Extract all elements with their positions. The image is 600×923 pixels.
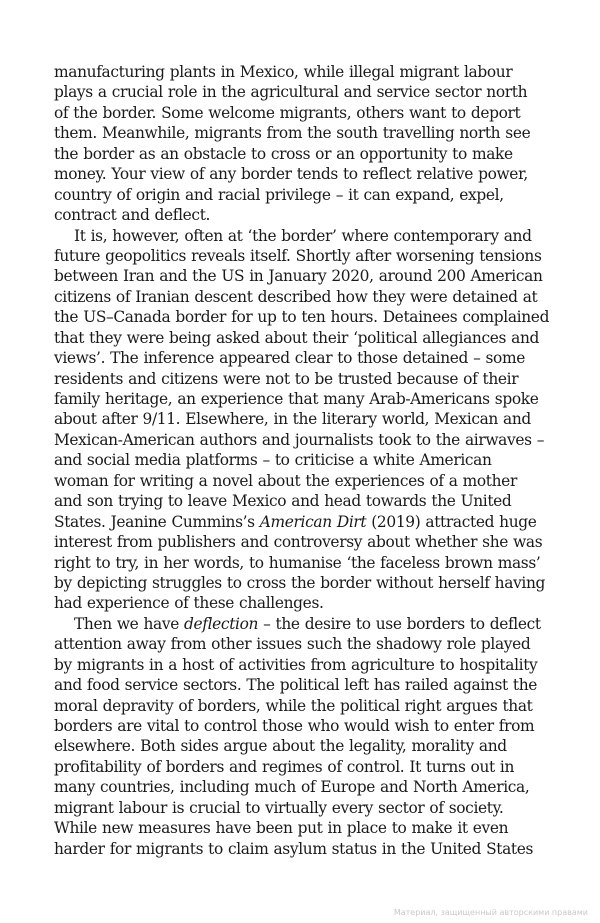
text-run: the US–Canada border for up to ten hours. Detainees complained <box>54 308 550 327</box>
text-line <box>54 185 554 205</box>
text-run: manufacturing plants in Mexico, while illegal migrant labour <box>54 63 513 81</box>
text-line <box>54 532 554 552</box>
text-line <box>54 736 554 756</box>
text-line <box>54 777 554 797</box>
text-line <box>54 348 554 368</box>
text-run: Then we have <box>74 614 184 633</box>
text-line <box>54 675 554 695</box>
text-line <box>54 328 554 348</box>
text-line <box>54 716 554 736</box>
text-run: of the border. Some welcome migrants, others want to deport <box>54 103 521 122</box>
text-run: and social media platforms – to criticise a white American <box>54 451 492 470</box>
text-line <box>54 450 554 470</box>
text-line <box>54 798 554 818</box>
text-line <box>54 82 554 102</box>
text-run: interest from publishers and controversy about whether she was <box>54 533 543 552</box>
text-run: moral depravity of borders, while the political right argues that <box>54 696 533 715</box>
text-line <box>54 696 554 716</box>
text-run: and son trying to leave Mexico and head towards the United <box>54 492 512 511</box>
text-line <box>54 226 554 246</box>
text-line <box>54 430 554 450</box>
text-run: country of origin and racial privilege – it can expand, expel, <box>54 185 504 204</box>
text-line <box>54 471 554 491</box>
text-run: (2019) attracted huge <box>366 512 537 531</box>
text-run: the border as an obstacle to cross or an opportunity to make <box>54 144 513 163</box>
paragraph <box>54 226 554 614</box>
text-run: family heritage, an experience that many Arab-Americans spoke <box>54 390 539 408</box>
text-run: elsewhere. Both sides argue about the legality, morality and <box>54 737 507 756</box>
page-body <box>54 62 554 859</box>
text-line <box>54 369 554 389</box>
text-line <box>54 655 554 675</box>
text-run: money. Your view of any border tends to reflect relative power, <box>54 165 528 184</box>
text-line <box>54 389 554 409</box>
text-line <box>54 553 554 573</box>
text-line <box>54 757 554 777</box>
text-run: them. Meanwhile, migrants from the south travelling north see <box>54 124 531 143</box>
text-run: citizens of Iranian descent described how they were detained at <box>54 287 538 306</box>
paragraph <box>54 62 554 226</box>
text-line <box>54 512 554 532</box>
text-line <box>54 634 554 654</box>
text-line <box>54 593 554 613</box>
text-line <box>54 62 554 82</box>
text-line <box>54 266 554 286</box>
text-line <box>54 614 554 634</box>
text-run: contract and deflect. <box>54 206 211 225</box>
text-line <box>54 123 554 143</box>
text-run: and food service sectors. The political left has railed against the <box>54 676 538 695</box>
text-run: While new measures have been put in place to make it even <box>54 819 509 838</box>
text-run: woman for writing a novel about the experiences of a mother <box>54 471 517 490</box>
text-line <box>54 164 554 184</box>
text-run: future geopolitics reveals itself. Shortly after worsening tensions <box>54 246 542 265</box>
text-run: attention away from other issues such the shadowy role played <box>54 635 531 654</box>
text-line <box>54 839 554 859</box>
copyright-watermark: Материал, защищенный авторскими правами <box>393 908 588 917</box>
text-run: had experience of these challenges. <box>54 594 324 613</box>
text-run: It is, however, often at ‘the border’ where contemporary and <box>74 226 532 245</box>
text-run: Mexican-American authors and journalists took to the airwaves – <box>54 430 545 449</box>
paragraph <box>54 614 554 859</box>
text-line <box>54 491 554 511</box>
text-run: borders are vital to control those who would wish to enter from <box>54 717 535 735</box>
text-run: harder for migrants to claim asylum status in the United States <box>54 839 534 858</box>
text-line <box>54 246 554 266</box>
text-line <box>54 103 554 123</box>
text-run: – the desire to use borders to deflect <box>258 614 541 633</box>
text-line <box>54 144 554 164</box>
text-line <box>54 307 554 327</box>
text-run: migrant labour is crucial to virtually every sector of society. <box>54 798 504 817</box>
text-run: States. Jeanine Cummins’s <box>54 512 260 531</box>
text-run: by depicting struggles to cross the border without herself having <box>54 573 546 592</box>
text-run: between Iran and the US in January 2020, around 200 American <box>54 267 543 286</box>
text-run: plays a crucial role in the agricultural and service sector north <box>54 83 528 102</box>
text-run: by migrants in a host of activities from agriculture to hospitality <box>54 655 538 674</box>
italic-text: American Dirt <box>259 512 367 531</box>
text-line <box>54 409 554 429</box>
text-run: residents and citizens were not to be trusted because of their <box>54 369 519 388</box>
text-line <box>54 287 554 307</box>
text-run: that they were being asked about their ‘political allegiances and <box>54 328 540 347</box>
italic-text: deflection <box>184 614 259 633</box>
text-line <box>54 205 554 225</box>
text-line <box>54 818 554 838</box>
text-run: many countries, including much of Europe and North America, <box>54 778 530 797</box>
text-run: views’. The inference appeared clear to those detained – some <box>54 349 525 368</box>
text-line <box>54 573 554 593</box>
text-run: profitability of borders and regimes of control. It turns out in <box>54 757 515 776</box>
text-run: right to try, in her words, to humanise ‘the faceless brown mass’ <box>54 553 541 572</box>
text-run: about after 9/11. Elsewhere, in the literary world, Mexican and <box>54 410 531 429</box>
